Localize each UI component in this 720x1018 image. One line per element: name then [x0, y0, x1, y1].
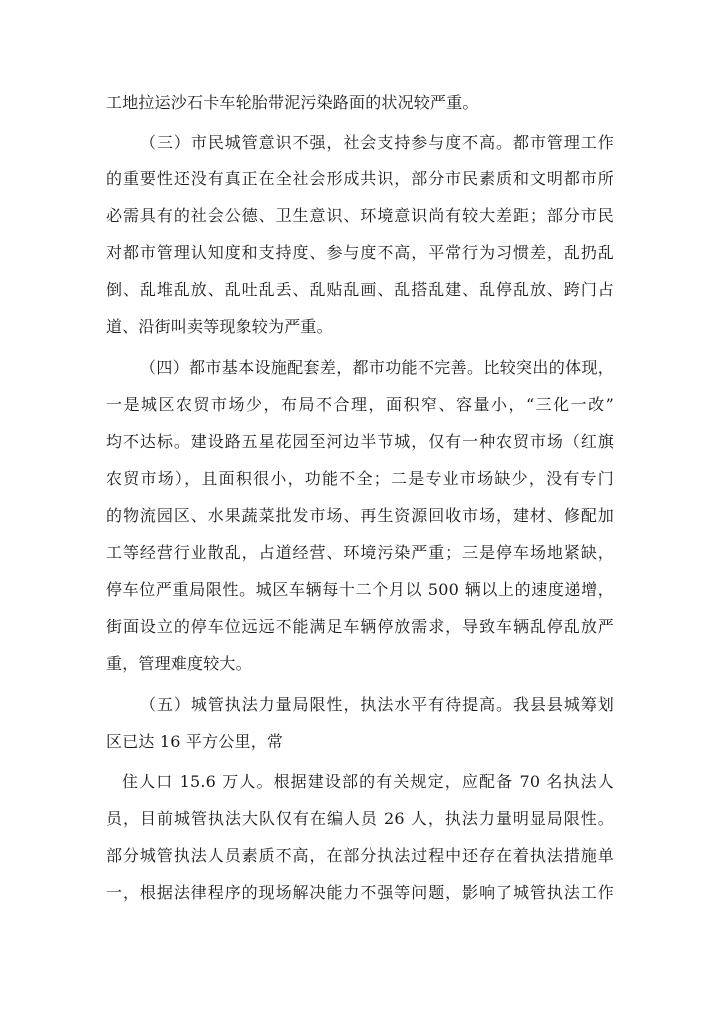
text-line: 必需具有的社会公德、卫生意识、环境意识尚有较大差距；部分市民	[106, 206, 614, 225]
text-line: 一，根据法律程序的现场解决能力不强等问题，影响了城管执法工作	[106, 883, 614, 902]
paragraph-heading-3: （三）市民城管意识不强，社会支持参与度不高。都市管理工作	[140, 133, 614, 152]
text-line: 的重要性还没有真正在全社会形成共识，部分市民素质和文明都市所	[106, 169, 614, 188]
text-line: 均不达标。建设路五星花园至河边半节城，仅有一种农贸市场（红旗	[106, 432, 614, 451]
text-line: 工地拉运沙石卡车轮胎带泥污染路面的状况较严重。	[106, 93, 479, 112]
paragraph-heading-5: （五）城管执法力量局限性，执法水平有待提高。我县县城筹划	[140, 695, 614, 714]
text-line: 员，目前城管执法大队仅有在编人员 26 人，执法力量明显局限性。	[106, 809, 614, 828]
text-line: 街面设立的停车位远远不能满足车辆停放需求，导致车辆乱停乱放严	[106, 617, 614, 636]
text-line: 停车位严重局限性。城区车辆每十二个月以 500 辆以上的速度递增，	[106, 580, 614, 599]
text-line: 一是城区农贸市场少，布局不合理，面积窄、容量小，“三化一改”	[106, 395, 614, 414]
text-line: 对都市管理认知度和支持度、参与度不高，平常行为习惯差，乱扔乱	[106, 243, 614, 262]
text-line: 住人口 15.6 万人。根据建设部的有关规定，应配备 70 名执法人	[122, 772, 614, 791]
paragraph-heading-4: （四）都市基本设施配套差，都市功能不完善。比较突出的体现，	[140, 358, 614, 377]
text-line: 的物流园区、水果蔬菜批发市场、再生资源回收市场，建材、修配加	[106, 506, 614, 525]
text-line: 工等经营行业散乱，占道经营、环境污染严重；三是停车场地紧缺，	[106, 543, 614, 562]
text-line: 区已达 16 平方公里，常	[106, 732, 284, 751]
text-line: 重，管理难度较大。	[106, 654, 252, 673]
text-line: 道、沿街叫卖等现象较为严重。	[106, 317, 333, 336]
text-line: 倒、乱堆乱放、乱吐乱丢、乱贴乱画、乱搭乱建、乱停乱放、跨门占	[106, 280, 614, 299]
text-line: 农贸市场），且面积很小，功能不全；二是专业市场缺少，没有专门	[106, 469, 614, 488]
text-line: 部分城管执法人员素质不高，在部分执法过程中还存在着执法措施单	[106, 846, 614, 865]
